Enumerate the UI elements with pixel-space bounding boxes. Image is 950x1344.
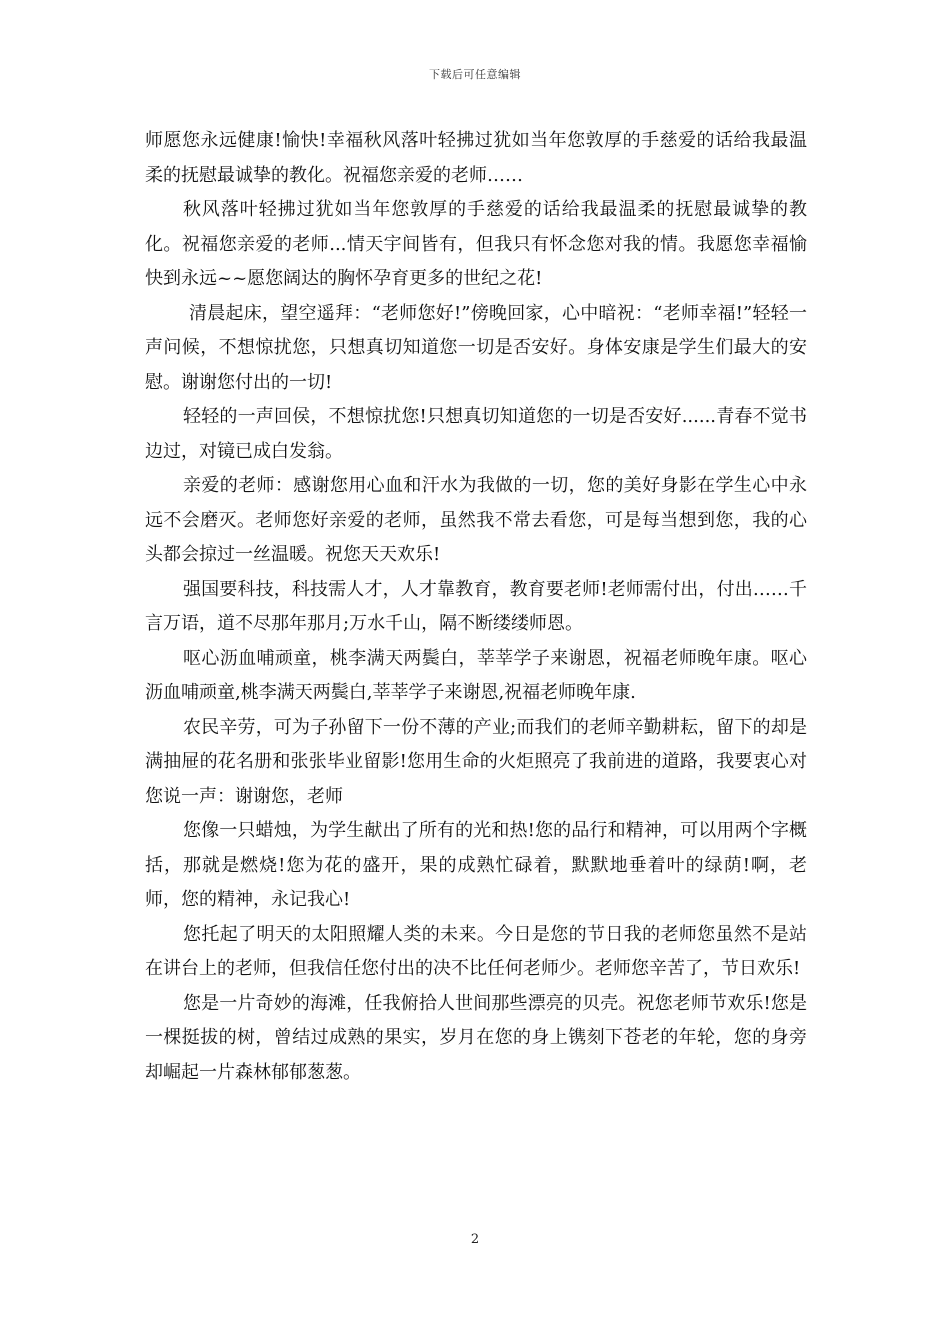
paragraph: 秋风落叶轻拂过犹如当年您敦厚的手慈爱的话给我最温柔的抚慰最诚挚的教化。祝福您亲爱的老师...情天宇间皆有，但我只有怀念您对我的情。我愿您幸福愉快到永远~~愿您阔达的胸怀孕育更多的世纪之花! (145, 199, 807, 289)
paragraph: 亲爱的老师：感谢您用心血和汗水为我做的一切，您的美好身影在学生心中永远不会磨灭。老师您好亲爱的老师，虽然我不常去看您，可是每当想到您，我的心头都会掠过一丝温暖。祝您天天欢乐! (145, 475, 807, 565)
paragraph: 农民辛劳，可为子孙留下一份不薄的产业;而我们的老师辛勤耕耘，留下的却是满抽屉的花名册和张张毕业留影!您用生命的火炬照亮了我前进的道路，我要衷心对您说一声：谢谢您，老师 (145, 716, 807, 807)
page-number: 2 (470, 1232, 480, 1247)
paragraph: 强国要科技，科技需人才，人才靠教育，教育要老师!老师需付出，付出……千言万语，道不尽那年那月;万水千山，隔不断缕缕师恩。 (145, 578, 807, 634)
header-note: 下载后可任意编辑 (429, 68, 521, 81)
paragraph: 您托起了明天的太阳照耀人类的未来。今日是您的节日我的老师您虽然不是站在讲台上的老师，但我信任您付出的决不比任何老师少。老师您辛苦了，节日欢乐! (145, 923, 807, 979)
document-body (145, 124, 807, 1090)
paragraph: 清晨起床，望空遥拜：“老师您好!”傍晚回家，心中暗祝：“老师幸福!”轻轻一声问候，不想惊扰您，只想真切知道您一切是否安好。身体安康是学生们最大的安慰。谢谢您付出的一切! (145, 302, 807, 393)
paragraph: 您像一只蜡烛，为学生献出了所有的光和热!您的品行和精神，可以用两个字概括，那就是燃烧!您为花的盛开，果的成熟忙碌着，默默地垂着叶的绿荫!啊，老师，您的精神，永记我心! (145, 820, 807, 910)
paragraph: 您是一片奇妙的海滩，任我俯拾人世间那些漂亮的贝壳。祝您老师节欢乐!您是一棵挺拔的树，曾结过成熟的果实，岁月在您的身上镌刻下苍老的年轮，您的身旁却崛起一片森林郁郁葱葱。 (145, 992, 807, 1083)
paragraph-continued: 师愿您永远健康!愉快!幸福秋风落叶轻拂过犹如当年您敦厚的手慈爱的话给我最温柔的抚慰最诚挚的教化。祝福您亲爱的老师…… (145, 130, 807, 186)
paragraph: 轻轻的一声回侯，不想惊扰您!只想真切知道您的一切是否安好......青春不觉书边过，对镜已成白发翁。 (145, 406, 807, 462)
paragraph: 呕心沥血哺顽童，桃李满天两鬓白，莘莘学子来谢恩，祝福老师晚年康。呕心沥血哺顽童,桃李满天两鬓白,莘莘学子来谢恩,祝福老师晚年康. (145, 647, 807, 703)
